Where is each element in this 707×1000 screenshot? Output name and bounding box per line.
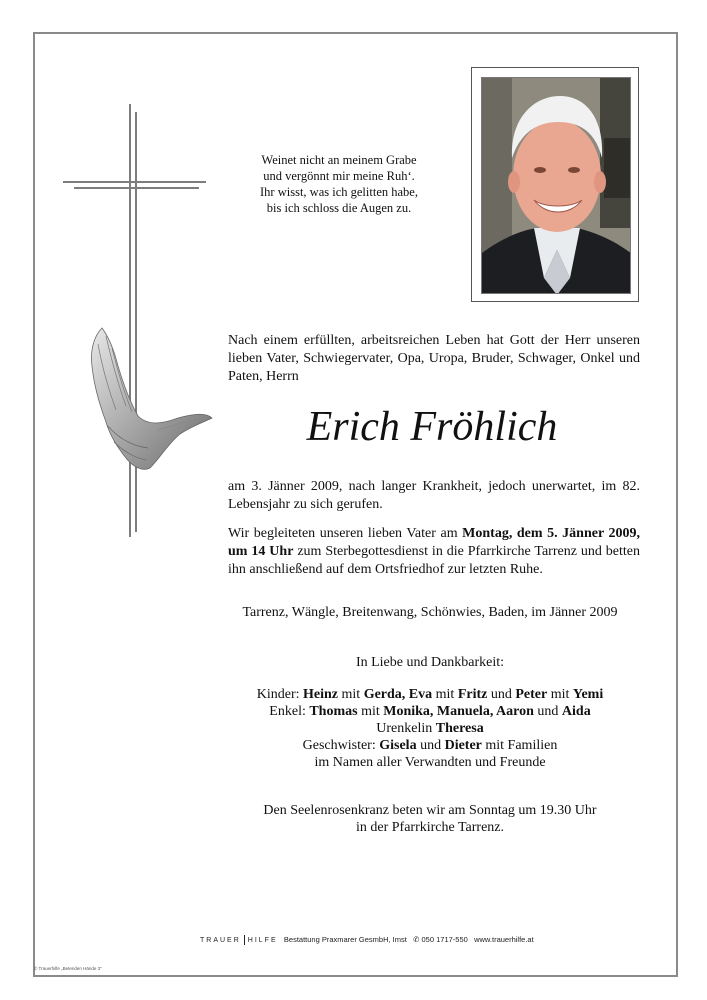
intro-text: Nach einem erfüllten, arbeitsreichen Leben hat Gott der Herr unseren lieben Vater, Schwiegervater, Opa, Uropa, Bruder, Schwager, Onkel und Paten, Herrn xyxy=(228,333,640,384)
cross-horizontal-line xyxy=(63,181,206,183)
funeral-details xyxy=(228,525,640,579)
praying-hands-icon xyxy=(88,326,214,472)
places-date: Tarrenz, Wängle, Breitenwang, Schönwies, Baden, im Jänner 2009 xyxy=(242,605,618,620)
poem-line: Weinet nicht an meinem Grabe xyxy=(261,153,417,167)
company-name: Bestattung Praxmarer GesmbH, Imst xyxy=(283,935,407,944)
website-link[interactable]: www.trauerhilfe.at xyxy=(474,935,534,944)
cross-horizontal-line xyxy=(74,187,199,189)
rosary-line: in der Pfarrkirche Tarrenz. xyxy=(355,820,505,835)
family-line-children: Kinder: Heinz mit Gerda, Eva mit Fritz und Peter mit Yemi xyxy=(256,687,604,702)
family-line-others: im Namen aller Verwandten und Freunde xyxy=(314,755,546,770)
cross-vertical-line xyxy=(129,104,131,537)
poem-line: Ihr wisst, was ich gelitten habe, xyxy=(260,185,418,199)
funeral-text: zum Sterbegottesdienst in die Pfarrkirche Tarrenz und betten ihn anschließend auf dem Ortsfriedhof zur letzten Ruhe. xyxy=(228,544,640,577)
gratitude-heading: In Liebe und Dankbarkeit: xyxy=(355,655,505,670)
funeral-date: Montag, dem 5. Jänner 2009, um 14 Uhr xyxy=(228,526,640,559)
logo-text: TRAUER xyxy=(200,937,241,944)
family-line-great-granddaughter: Urenkelin Theresa xyxy=(376,721,484,736)
copyright-note: © Trauerhilfe „Betenden Hände 3“ xyxy=(34,966,102,971)
logo-text: HILFE xyxy=(247,937,278,944)
footer xyxy=(200,935,534,945)
portrait-photo xyxy=(481,77,631,294)
rosary-line: Den Seelenrosenkranz beten wir am Sonntag um 19.30 Uhr xyxy=(263,803,597,818)
death-notice-text: am 3. Jänner 2009, nach langer Krankheit, jedoch unerwartet, im 82. Lebensjahr zu sich gerufen. xyxy=(228,479,640,512)
logo-divider xyxy=(244,935,245,945)
funeral-text: Wir begleiteten unseren lieben Vater am xyxy=(228,526,463,541)
memorial-poem xyxy=(228,152,450,216)
poem-line: und vergönnt mir meine Ruh‘. xyxy=(263,169,415,183)
phone-icon: ✆ xyxy=(413,935,420,944)
family-line-siblings: Geschwister: Gisela und Dieter mit Familien xyxy=(302,738,558,753)
phone-number: 050 1717-550 xyxy=(421,935,468,944)
poem-line: bis ich schloss die Augen zu. xyxy=(266,201,412,215)
family-line-grandchildren: Enkel: Thomas mit Monika, Manuela, Aaron und Aida xyxy=(269,704,591,719)
deceased-name: Erich Fröhlich xyxy=(306,404,558,450)
